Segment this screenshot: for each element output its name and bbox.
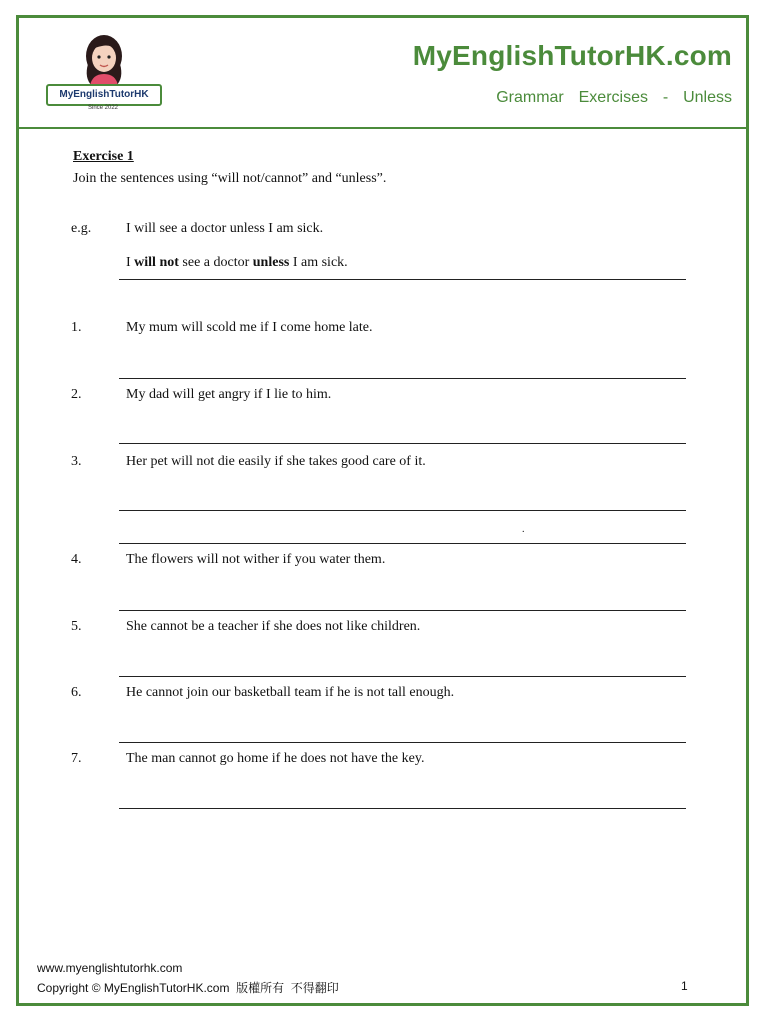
question-number: 6. — [71, 685, 82, 700]
example-answer-part: I am sick. — [289, 255, 348, 270]
question-text: She cannot be a teacher if she does not like children. — [126, 619, 421, 634]
question-number: 5. — [71, 619, 82, 634]
logo-since: Since 2022 — [87, 105, 119, 111]
site-title: MyEnglishTutorHK.com — [412, 40, 732, 71]
question-number: 7. — [71, 751, 82, 766]
example-answer-part: I — [126, 255, 135, 270]
example-answer-bold: will not — [134, 255, 179, 270]
question-text: He cannot join our basketball team if he is not tall enough. — [126, 685, 455, 700]
example-label: e.g. — [71, 221, 92, 236]
question-number: 2. — [71, 387, 82, 402]
tutor-avatar-icon — [44, 34, 164, 86]
example-answer — [126, 255, 348, 271]
answer-line[interactable] — [119, 443, 686, 444]
question-text: Her pet will not die easily if she takes good care of it. — [126, 454, 426, 469]
footer-url: www.myenglishtutorhk.com — [37, 961, 183, 975]
question-text: The flowers will not wither if you water them. — [126, 552, 386, 567]
answer-line[interactable] — [119, 610, 686, 611]
question-number: 1. — [71, 320, 82, 335]
header-divider — [19, 127, 746, 129]
logo — [44, 34, 164, 114]
example-question: I will see a doctor unless I am sick. — [126, 221, 324, 236]
footer-copyright: Copyright © MyEnglishTutorHK.com 版權所有 不得翻印 — [37, 981, 339, 995]
worksheet-subtitle: Grammar Exercises - Unless — [496, 89, 732, 106]
question-text: The man cannot go home if he does not have the key. — [126, 751, 425, 766]
logo-badge: MyEnglishTutorHK — [46, 84, 162, 106]
answer-line[interactable] — [119, 742, 686, 743]
example-answer-part: see a doctor — [178, 255, 253, 270]
answer-line[interactable] — [119, 510, 686, 511]
exercise-title: Exercise 1 — [73, 149, 134, 164]
exercise-instruction: Join the sentences using “will not/cannot” and “unless”. — [73, 171, 387, 186]
answer-line[interactable] — [119, 543, 686, 544]
example-answer-bold: unless — [252, 255, 290, 270]
page-number: 1 — [681, 979, 688, 993]
question-text: My mum will scold me if I come home late. — [126, 320, 373, 335]
answer-line[interactable] — [119, 808, 686, 809]
answer-line[interactable] — [119, 378, 686, 379]
question-number: 4. — [71, 552, 82, 567]
question-text: My dad will get angry if I lie to him. — [126, 387, 332, 402]
answer-line — [119, 279, 686, 280]
stray-dot: . — [522, 524, 525, 535]
answer-line[interactable] — [119, 676, 686, 677]
question-number: 3. — [71, 454, 82, 469]
